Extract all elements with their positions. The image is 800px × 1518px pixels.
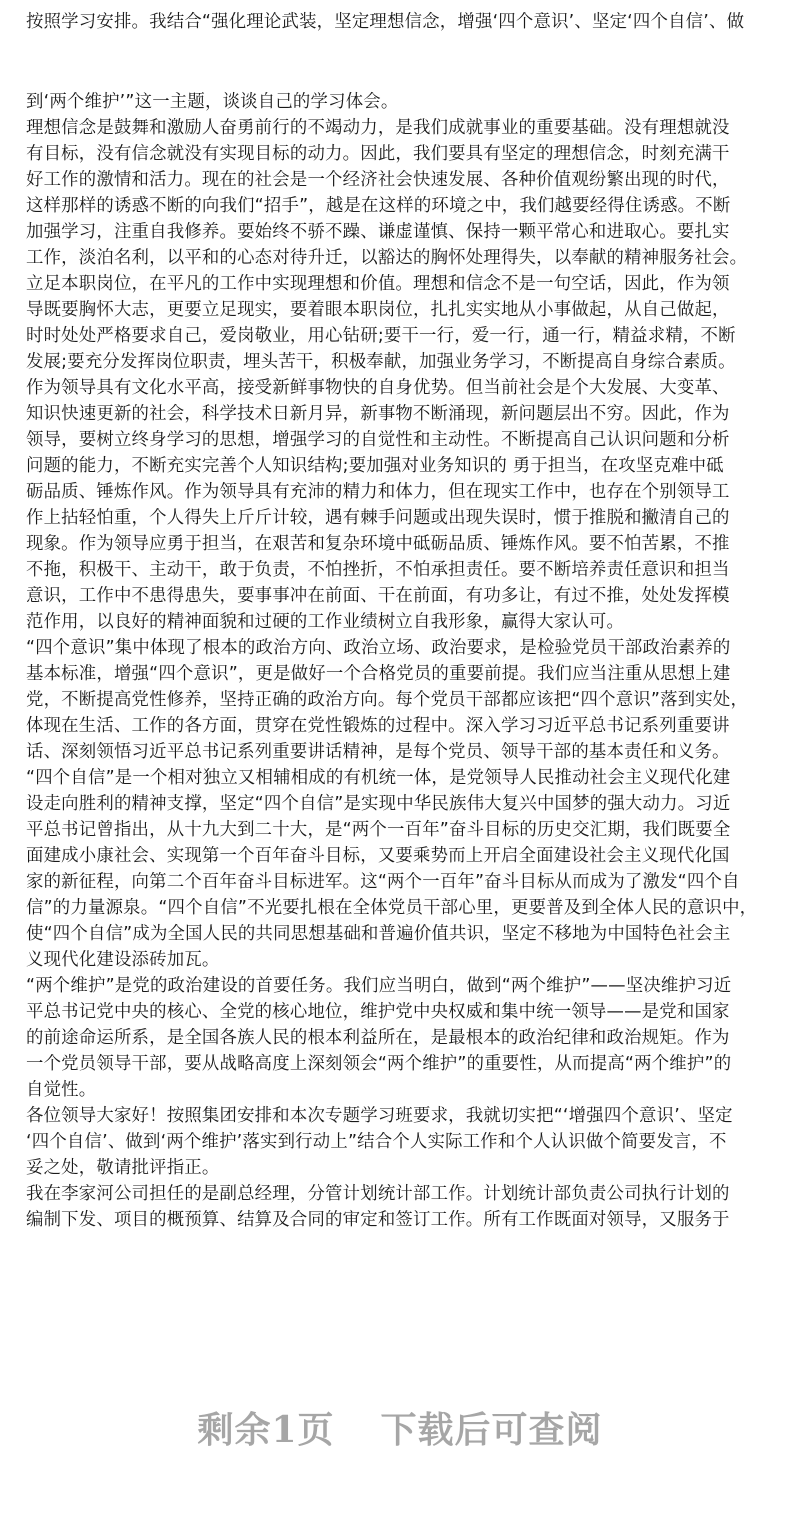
text-line: 义现代化建设添砖加瓦。	[26, 950, 220, 970]
text-line: 编制下发、项目的概预算、结算及合同的审定和签订工作。所有工作既面对领导，又服务于	[26, 1210, 730, 1230]
text-line: 砺品质、锤炼作风。作为领导具有充沛的精力和体力，但在现实工作中，也存在个别领导工	[26, 482, 730, 502]
text-line: 现象。作为领导应勇于担当，在艰苦和复杂环境中砥砺品质、锤炼作风。要不怕苦累，不推	[26, 534, 730, 554]
text-line: 知识快速更新的社会，科学技术日新月异，新事物不断涌现，新问题层出不穷。因此，作为	[26, 404, 730, 424]
text-line: 党，不断提高党性修养，坚持正确的政治方向。每个党员干部都应该把“四个意识”落到实处，	[26, 690, 749, 710]
text-line: 领导，要树立终身学习的思想，增强学习的自觉性和主动性。不断提高自己认识问题和分析	[26, 430, 730, 450]
text-line: 时时处处严格要求自己，爱岗敬业，用心钻研;要干一行，爱一行，通一行，精益求精，不断	[26, 326, 736, 346]
text-line: 体现在生活、工作的各方面，贯穿在党性锻炼的过程中。深入学习习近平总书记系列重要讲	[26, 716, 730, 736]
text-line: 各位领导大家好！按照集团安排和本次专题学习班要求，我就切实把“‘增强四个意识’、坚定	[26, 1106, 733, 1126]
text-line: 发展;要充分发挥岗位职责，埋头苦干，积极奉献，加强业务学习，不断提高自身综合素质。	[26, 352, 736, 372]
text-line: 问题的能力，不断充实完善个人知识结构;要加强对业务知识的 勇于担当，在攻坚克难中砥	[26, 456, 724, 476]
download-to-view-label: 下载后可查阅	[380, 1409, 603, 1451]
text-line: 的前途命运所系，是全国各族人民的根本利益所在，是最根本的政治纪律和政治规矩。作为	[26, 1028, 730, 1048]
text-line: 加强学习，注重自我修养。要始终不骄不躁、谦虚谨慎、保持一颗平常心和进取心。要扎实	[26, 222, 730, 242]
download-prompt[interactable]	[0, 1402, 800, 1453]
text-line: 使“四个自信”成为全国人民的共同思想基础和普遍价值共识，坚定不移地为中国特色社会主	[26, 924, 731, 944]
text-line: 不拖，积极干、主动干，敢于负责，不怕挫折，不怕承担责任。要不断培养责任意识和担当	[26, 560, 730, 580]
text-line: 这样那样的诱惑不断的向我们“招手”，越是在这样的环境之中，我们越要经得住诱惑。不断	[26, 196, 731, 216]
text-line: 按照学习安排。我结合“强化理论武装，坚定理想信念，增强‘四个意识’、坚定‘四个自信’、做	[26, 12, 745, 32]
text-line: 我在李家河公司担任的是副总经理，分管计划统计部工作。计划统计部负责公司执行计划的	[26, 1184, 730, 1204]
text-line: ‘四个自信’、做到‘两个维护’落实到行动上”结合个人实际工作和个人认识做个简要发言，不	[26, 1132, 727, 1152]
text-line: 立足本职岗位，在平凡的工作中实现理想和价值。理想和信念不是一句空话，因此，作为领	[26, 274, 730, 294]
text-line: 到‘两个维护’”这一主题，谈谈自己的学习体会。	[26, 92, 399, 112]
text-line: 作为领导具有文化水平高，接受新鲜事物快的自身优势。但当前社会是个大发展、大变革、	[26, 378, 730, 398]
text-line: 意识，工作中不患得患失，要事事冲在前面、干在前面，有功多让，有过不推，处处发挥模	[26, 586, 730, 606]
text-line: 家的新征程，向第二个百年奋斗目标进军。这“两个一百年”奋斗目标从而成为了激发“四个自	[26, 872, 740, 892]
text-line: 理想信念是鼓舞和激励人奋勇前行的不竭动力，是我们成就事业的重要基础。没有理想就没	[26, 118, 730, 138]
text-line: 工作，淡泊名利，以平和的心态对待升迁，以豁达的胸怀处理得失，以奉献的精神服务社会。	[26, 248, 748, 268]
text-line: 信”的力量源泉。“四个自信”不光要扎根在全体党员干部心里，更要普及到全体人民的意识中，	[26, 898, 758, 918]
text-line: “两个维护”是党的政治建设的首要任务。我们应当明白，做到“两个维护”——坚决维护习近	[26, 976, 732, 996]
text-line: 范作用，以良好的精神面貌和过硬的工作业绩树立自我形象，赢得大家认可。	[26, 612, 625, 632]
text-line: 话、深刻领悟习近平总书记系列重要讲话精神，是每个党员、领导干部的基本责任和义务。	[26, 742, 730, 762]
text-line: 基本标准，增强“四个意识”，更是做好一个合格党员的重要前提。我们应当注重从思想上建	[26, 664, 731, 684]
text-line: 有目标，没有信念就没有实现目标的动力。因此，我们要具有坚定的理想信念，时刻充满干	[26, 144, 730, 164]
text-line: 自觉性。	[26, 1080, 97, 1100]
text-line: 好工作的激情和活力。现在的社会是一个经济社会快速发展、各种价值观纷繁出现的时代，	[26, 170, 730, 190]
text-line: “四个意识”集中体现了根本的政治方向、政治立场、政治要求，是检验党员干部政治素养的	[26, 638, 731, 658]
text-line: 面建成小康社会、实现第一个百年奋斗目标，又要乘势而上开启全面建设社会主义现代化国	[26, 846, 730, 866]
text-line: 作上拈轻怕重，个人得失上斤斤计较，遇有棘手问题或出现失误时，惯于推脱和撇清自己的	[26, 508, 730, 528]
text-line: “四个自信”是一个相对独立又相辅相成的有机统一体，是党领导人民推动社会主义现代化建	[26, 768, 731, 788]
text-line: 设走向胜利的精神支撑，坚定“四个自信”是实现中华民族伟大复兴中国梦的强大动力。习近	[26, 794, 731, 814]
text-line: 一个党员领导干部，要从战略高度上深刻领会“两个维护”的重要性，从而提高“两个维护”的	[26, 1054, 732, 1074]
text-line: 妥之处，敬请批评指正。	[26, 1158, 220, 1178]
text-line: 导既要胸怀大志，更要立足现实，要着眼本职岗位，扎扎实实地从小事做起，从自己做起，	[26, 300, 730, 320]
remaining-pages-label: 剩余1页	[197, 1409, 335, 1451]
text-line: 平总书记曾指出，从十九大到二十大，是“两个一百年”奋斗目标的历史交汇期，我们既要全	[26, 820, 731, 840]
text-line: 平总书记党中央的核心、全党的核心地位，维护党中央权威和集中统一领导——是党和国家	[26, 1002, 730, 1022]
